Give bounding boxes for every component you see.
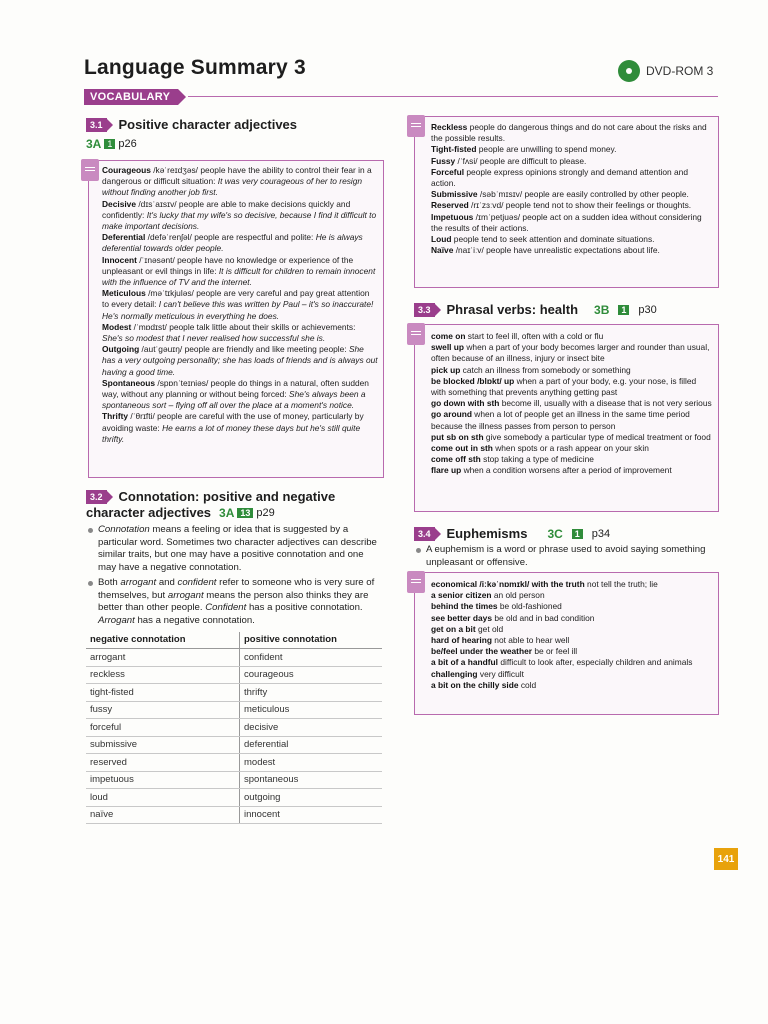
entry-word: behind the times (431, 601, 498, 612)
vocab-entry (431, 212, 713, 234)
entry-definition: people have the ability to control their fear in a dangerous or difficult situation: (102, 165, 372, 187)
vocab-entry (431, 245, 713, 256)
entry-definition: people are able to make decisions quickly and confidently: (102, 198, 351, 220)
entry-word: put sb on sth (431, 431, 484, 442)
entry-word: Naïve (431, 245, 454, 256)
entry-ipa: /ˈfʌsi/ (457, 155, 478, 166)
entry-definition: start to feel ill, often with a cold or flu (467, 331, 604, 341)
entry-word: go down with sth (431, 398, 500, 409)
entry-definition: people are respectful and polite: (194, 232, 314, 243)
vocab-entry (431, 409, 713, 431)
vocab-entry (431, 601, 713, 612)
entry-definition: when spots or a rash appear on your skin (495, 443, 649, 454)
vocab-entry (431, 331, 713, 342)
entry-definition: give somebody a particular type of medical treatment or food (485, 431, 711, 442)
vocab-entry (102, 344, 378, 378)
entry-word: economical /iːkəˈnɒmɪkl/ with the truth (431, 579, 585, 589)
exercise-badge: 13 (237, 508, 253, 518)
entry-word: Forceful (431, 166, 465, 177)
entry-definition: people act on a sudden idea without considering the results of their actions. (431, 211, 702, 233)
entry-word: come off sth (431, 454, 481, 465)
entry-word: Spontaneous (102, 377, 156, 388)
exercise-badge: 1 (104, 139, 115, 149)
entry-definition: people are careful with the use of money, particularly by avoiding waste: (102, 411, 364, 433)
entry-example: She's so modest that I never realised how successful she is. (102, 333, 326, 344)
table-row (86, 666, 382, 684)
vocab-entry (431, 156, 713, 167)
table-cell: spontaneous (240, 771, 383, 789)
page-ref: p26 (118, 138, 137, 150)
column-header: negative connotation (86, 632, 240, 649)
entry-definition: people are difficult to please. (479, 155, 587, 166)
entry-word: see better days (431, 612, 492, 623)
bookmark-icon (407, 115, 425, 137)
vocab-entry (431, 398, 713, 409)
entry-word: Modest (102, 321, 132, 332)
vocab-entry (431, 234, 713, 245)
table-row (86, 736, 382, 754)
vocabulary-tag (84, 89, 186, 105)
section-3-1-ref (86, 137, 137, 151)
entry-word: Loud (431, 234, 452, 245)
vocab-entry (102, 199, 378, 233)
table-row (86, 684, 382, 702)
arrow-icon (435, 304, 441, 316)
bullet-text: has a negative connotation. (137, 614, 255, 626)
section-number: 3.3 (414, 303, 435, 317)
table-cell: deferential (240, 736, 383, 754)
entry-word: come out in sth (431, 443, 493, 454)
table-cell: fussy (86, 701, 240, 719)
section-title-line2: character adjectives (86, 505, 212, 520)
section-title: Euphemisms (446, 526, 528, 541)
table-cell: meticulous (240, 701, 383, 719)
entry-definition: be or feel ill (534, 646, 578, 657)
entry-definition: when a part of your body, e.g. your nose, is filled with something that prevents anything getting past (431, 375, 697, 398)
entry-word: come on (431, 331, 466, 341)
entry-definition: an old person (493, 590, 545, 601)
bullet-text: refer to someone who is very sure of themselves, but (98, 577, 375, 601)
table-row (86, 754, 382, 772)
section-3-1-continued-box (414, 116, 719, 288)
bookmark-icon (407, 571, 425, 593)
vocab-entry (431, 590, 713, 601)
entry-list (102, 165, 378, 445)
bullet-text: and (158, 577, 175, 588)
entry-ipa: /spɒnˈteɪniəs/ (157, 377, 209, 388)
entry-definition: people tend not to show their feelings or thoughts. (505, 200, 692, 211)
divider (188, 96, 718, 97)
entry-definition: be old-fashioned (499, 601, 562, 612)
section-3-2-heading (86, 489, 335, 504)
table-row (86, 701, 382, 719)
page-ref: p30 (638, 303, 657, 316)
vocab-entry (431, 122, 713, 144)
dvd-icon (618, 60, 640, 82)
vocab-entry (431, 465, 713, 476)
section-title: Phrasal verbs: health (446, 302, 579, 317)
vocab-entry (102, 378, 378, 412)
entry-list (431, 579, 713, 691)
entry-definition: people are easily controlled by other people. (524, 189, 689, 200)
entry-definition: not tell the truth; lie (587, 579, 658, 589)
vocab-entry (431, 613, 713, 624)
entry-word: be blocked /blɒkt/ up (431, 375, 515, 386)
vocab-entry (102, 165, 378, 199)
entry-ipa: /ˈmɒdɪst/ (133, 321, 167, 332)
entry-definition: very difficult (479, 668, 524, 679)
entry-definition: people have unrealistic expectations about life. (486, 245, 660, 256)
table-row (86, 771, 382, 789)
vocab-entry (431, 167, 713, 189)
entry-definition: get old (478, 623, 504, 634)
entry-word: a bit of a handful (431, 657, 498, 668)
entry-word: Fussy (431, 155, 456, 166)
bullet-text: Both (98, 577, 118, 588)
bullet-text: has a positive connotation. (248, 602, 363, 613)
table-cell: reserved (86, 754, 240, 772)
entry-word: get on a bit (431, 623, 476, 634)
entry-definition: not able to hear well (494, 635, 570, 646)
vocab-entry (431, 657, 713, 668)
entry-definition: stop taking a type of medicine (483, 454, 594, 465)
vocab-entry (431, 624, 713, 635)
entry-word: go around (431, 409, 472, 420)
entry-word: Tight-fisted (431, 144, 477, 155)
entry-example: She's always been a spontaneous sort – flying off all over the place at a moment's notice. (102, 389, 366, 411)
page-ref: p29 (256, 506, 275, 519)
entry-ipa: /səbˈmɪsɪv/ (479, 189, 523, 200)
arrow-icon (107, 491, 113, 503)
table-cell: arrogant (86, 649, 240, 667)
bullet-arrogant-confident (86, 577, 378, 627)
entry-word: Reckless (431, 122, 468, 132)
bullet-text: means the person also thinks they are better than other people. (98, 589, 369, 613)
entry-word: hard of hearing (431, 635, 492, 646)
unit-ref: 3B (594, 302, 610, 317)
section-3-3-heading (414, 302, 657, 317)
entry-word: swell up (431, 342, 465, 353)
entry-word: Outgoing (102, 344, 140, 355)
vocab-entry (431, 365, 713, 376)
vocab-entry (102, 232, 378, 254)
entry-word: be/feel under the weather (431, 646, 532, 657)
bookmark-icon (81, 159, 99, 181)
unit-ref: 3C (547, 526, 563, 541)
entry-definition: when a lot of people get an illness in the same time period because the illness passes from person to person (431, 409, 690, 431)
table-cell: decisive (240, 719, 383, 737)
bullet-connotation (86, 524, 378, 574)
entry-definition: become ill, usually with a disease that is not very serious (501, 398, 712, 409)
entry-ipa: /defəˈrenʃəl/ (147, 232, 192, 243)
table-cell: courageous (240, 666, 383, 684)
entry-definition: people are friendly and like meeting people: (184, 344, 347, 355)
unit-ref: 3A (86, 137, 102, 151)
vocab-entry (431, 200, 713, 211)
entry-definition: people do dangerous things and do not care about the risks and the possible results. (431, 122, 707, 144)
entry-example: I can't believe this was written by Paul – it's so inaccurate! He's normally meticulous in everything he does. (102, 299, 374, 321)
exercise-badge: 1 (618, 305, 629, 315)
section-title: Positive character adjectives (118, 117, 298, 132)
bullet-text: A euphemism is a word or phrase used to avoid saying something unpleasant or offensive. (414, 544, 714, 569)
vocab-entry (431, 432, 713, 443)
entry-ipa: /ˈθrɪfti/ (130, 411, 155, 422)
exercise-badge: 1 (572, 529, 583, 539)
table-cell: submissive (86, 736, 240, 754)
table-cell: thrifty (240, 684, 383, 702)
vocab-entry (431, 680, 713, 691)
arrow-icon (178, 89, 186, 105)
entry-definition: catch an illness from somebody or something (462, 364, 631, 375)
arrow-icon (435, 528, 441, 540)
page-title: Language Summary 3 (84, 56, 306, 79)
table-cell: confident (240, 649, 383, 667)
table-header-row (86, 632, 382, 649)
entry-word: Reserved (431, 200, 469, 211)
section-3-3-box (414, 324, 719, 512)
table-body (86, 649, 382, 824)
vocab-entry (431, 443, 713, 454)
dvd-rom-label (618, 60, 713, 82)
entry-definition: be old and in bad condition (494, 612, 595, 623)
section-3-2-title-line2 (86, 505, 275, 520)
entry-definition: people are unwilling to spend money. (478, 144, 617, 155)
entry-example: It is difficult for children to remain innocent with the influence of TV and the internet. (102, 265, 376, 288)
entry-definition: people are very careful and pay great attention to every detail: (102, 288, 370, 310)
dvd-text: DVD-ROM 3 (646, 64, 714, 78)
section-3-2-notes (86, 524, 378, 630)
term: Confident (205, 602, 247, 613)
entry-word: Innocent (102, 254, 137, 265)
entry-definition: people do things in a natural, often sudden way, without any planning or without being forced: (102, 377, 369, 400)
vocab-entry (431, 454, 713, 465)
entry-definition: difficult to look after, especially children and animals (500, 657, 693, 668)
vocab-entry (431, 342, 713, 364)
term: arrogant (167, 589, 204, 601)
entry-ipa: /məˈtɪkjuləs/ (148, 288, 194, 299)
unit-ref: 3A (219, 505, 235, 520)
entry-word: Thrifty (102, 411, 129, 422)
table-cell: forceful (86, 719, 240, 737)
entry-word: Meticulous (102, 288, 146, 299)
section-number: 3.2 (86, 490, 107, 504)
entry-word: Impetuous (431, 211, 474, 222)
entry-definition: people tend to seek attention and dominate situations. (453, 234, 655, 245)
entry-definition: cold (520, 679, 537, 690)
entry-word: Decisive (102, 198, 136, 209)
entry-definition: when a part of your body becomes larger and rounder than usual, often because of an illness, injury or insect bite (431, 342, 710, 364)
vocab-entry (102, 322, 378, 344)
entry-example: She has a very outgoing personality; she has loads of friends and is always out having a good time. (102, 344, 378, 377)
section-3-4-intro (414, 544, 714, 572)
vocab-entry (431, 669, 713, 680)
page-ref: p34 (591, 527, 611, 540)
arrow-icon (107, 119, 113, 131)
table-row (86, 719, 382, 737)
table-row (86, 649, 382, 667)
entry-ipa: /autˈɡəuɪŋ/ (141, 344, 183, 355)
table-cell: naïve (86, 806, 240, 824)
section-3-4-box (414, 572, 719, 715)
term: Connotation (98, 524, 150, 535)
section-number: 3.4 (414, 527, 435, 541)
vocab-entry (431, 144, 713, 155)
entry-list (431, 331, 713, 477)
entry-word: flare up (431, 465, 462, 476)
entry-word: Courageous (102, 165, 151, 175)
entry-word: a bit on the chilly side (431, 679, 519, 690)
table-cell: loud (86, 789, 240, 807)
vocab-entry (102, 255, 378, 289)
entry-word: a senior citizen (431, 590, 492, 601)
vocabulary-label: VOCABULARY (84, 89, 178, 105)
entry-definition: when a condition worsens after a period of improvement (463, 465, 672, 476)
entry-ipa: /naɪˈiːv/ (455, 245, 484, 256)
section-3-1-heading (86, 117, 297, 132)
column-header: positive connotation (240, 632, 383, 649)
section-3-1-box (88, 160, 384, 478)
entry-ipa: /ˈɪnəsənt/ (139, 254, 175, 265)
term: confident (177, 577, 217, 588)
table-cell: impetuous (86, 771, 240, 789)
table-cell: reckless (86, 666, 240, 684)
table-cell: innocent (240, 806, 383, 824)
connotation-table (86, 632, 382, 824)
table-cell: tight-fisted (86, 684, 240, 702)
table-row (86, 789, 382, 807)
page-number: 141 (714, 848, 738, 870)
section-title: Connotation: positive and negative (118, 489, 336, 504)
vocab-entry (431, 635, 713, 646)
vocab-entry (102, 411, 378, 445)
entry-example: It's lucky that my wife's so decisive, because I find it difficult to make important decisions. (102, 209, 377, 232)
section-3-4-heading (414, 526, 610, 541)
section-number: 3.1 (86, 118, 107, 132)
vocab-entry (431, 376, 713, 398)
bullet-text: means a feeling or idea that is suggested by a particular word. Sometimes two character adjectives can describe similar traits, but one may have a positive connotation and one may have a negative connotation. (98, 524, 377, 573)
entry-definition: people express opinions strongly and demand attention and action. (431, 166, 689, 189)
entry-word: Submissive (431, 189, 478, 200)
vocab-entry (431, 646, 713, 657)
entry-ipa: /dɪsˈaɪsɪv/ (138, 198, 177, 209)
entry-word: Deferential (102, 232, 146, 243)
term: arrogant (120, 577, 157, 588)
entry-example: He earns a lot of money these days but he's still quite thrifty. (102, 422, 361, 444)
entry-example: It was very courageous of her to resign without finding another job first. (102, 176, 363, 198)
table-row (86, 806, 382, 824)
entry-ipa: /rɪˈzɜːvd/ (471, 200, 504, 211)
table-cell: modest (240, 754, 383, 772)
term: Arrogant (98, 614, 135, 626)
entry-word: challenging (431, 668, 478, 679)
entry-ipa: /kəˈreɪdʒəs/ (153, 165, 198, 175)
entry-list (431, 122, 713, 256)
bookmark-icon (407, 323, 425, 345)
entry-definition: people have no knowledge or experience of the unpleasant or evil things in life: (102, 254, 354, 276)
vocab-entry (102, 288, 378, 322)
table-cell: outgoing (240, 789, 383, 807)
entry-ipa: /ɪmˈpetjuəs/ (475, 211, 521, 222)
entry-definition: people talk little about their skills or achievements: (169, 321, 356, 332)
vocab-entry (431, 189, 713, 200)
entry-word: pick up (431, 364, 461, 375)
entry-example: He is always deferential towards older people. (102, 232, 363, 254)
vocab-entry (431, 579, 713, 590)
